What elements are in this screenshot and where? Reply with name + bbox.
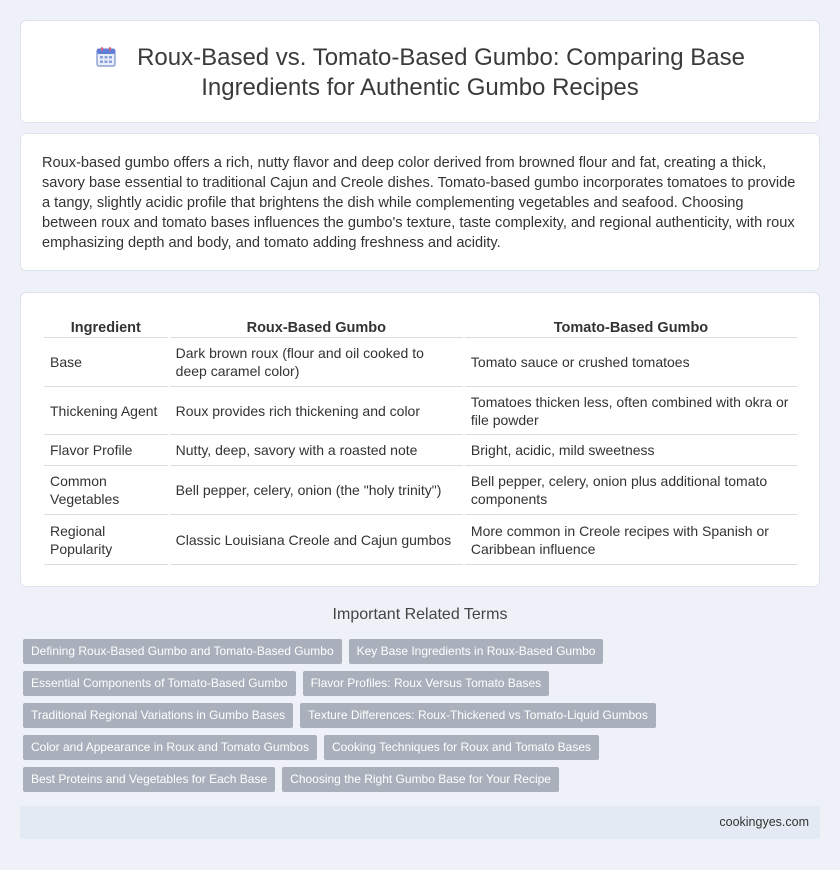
cell-tomato: Tomatoes thicken less, often combined with okra or file powder — [465, 387, 797, 435]
comparison-table — [42, 316, 799, 565]
comparison-table-card — [20, 292, 820, 587]
footer-site-name[interactable]: cookingyes.com — [719, 815, 809, 829]
related-tags-row — [23, 703, 656, 728]
cell-tomato: Bell pepper, celery, onion plus additional tomato components — [465, 466, 797, 515]
table-row — [44, 435, 797, 466]
intro-card — [20, 133, 820, 271]
cell-ingredient: Base — [44, 338, 168, 387]
calendar-icon — [95, 46, 117, 68]
title-line-2: Ingredients for Authentic Gumbo Recipes — [201, 74, 639, 101]
related-tags-row — [23, 767, 559, 792]
related-tags-row — [23, 639, 603, 664]
related-tag[interactable]: Best Proteins and Vegetables for Each Base — [23, 767, 275, 792]
related-tag[interactable]: Key Base Ingredients in Roux-Based Gumbo — [349, 639, 604, 664]
table-header-row — [44, 316, 797, 338]
title-line-1: Roux-Based vs. Tomato-Based Gumbo: Comparing Base — [137, 44, 745, 71]
related-tag[interactable]: Defining Roux-Based Gumbo and Tomato-Based Gumbo — [23, 639, 342, 664]
cell-tomato: Tomato sauce or crushed tomatoes — [465, 338, 797, 387]
header-ingredient: Ingredient — [44, 316, 168, 338]
related-tag[interactable]: Traditional Regional Variations in Gumbo Bases — [23, 703, 293, 728]
table-row — [44, 387, 797, 435]
related-tag[interactable]: Flavor Profiles: Roux Versus Tomato Bases — [303, 671, 550, 696]
cell-roux: Nutty, deep, savory with a roasted note — [170, 435, 463, 466]
cell-ingredient: Flavor Profile — [44, 435, 168, 466]
related-tags-row — [23, 671, 549, 696]
footer — [20, 806, 820, 839]
table-row — [44, 338, 797, 387]
cell-roux: Roux provides rich thickening and color — [170, 387, 463, 435]
cell-roux: Dark brown roux (flour and oil cooked to deep caramel color) — [170, 338, 463, 387]
cell-ingredient: Thickening Agent — [44, 387, 168, 435]
table-row — [44, 515, 797, 565]
cell-roux: Classic Louisiana Creole and Cajun gumbos — [170, 515, 463, 565]
cell-tomato: Bright, acidic, mild sweetness — [465, 435, 797, 466]
related-tag[interactable]: Essential Components of Tomato-Based Gumbo — [23, 671, 296, 696]
cell-tomato: More common in Creole recipes with Spanish or Caribbean influence — [465, 515, 797, 565]
intro-paragraph: Roux-based gumbo offers a rich, nutty flavor and deep color derived from browned flour and fat, creating a thick, savory base essential to traditional Cajun and Creole dishes. Tomato-based gumbo incorporates tomatoes to provide a tangy, slightly acidic profile that brightens the dish while complementing vegetables and seafood. Choosing between roux and tomato bases influences the gumbo's texture, taste complexity, and regional authenticity, with roux emphasizing depth and body, and tomato adding freshness and acidity. — [42, 155, 796, 251]
header-roux: Roux-Based Gumbo — [170, 316, 463, 338]
header-card — [20, 20, 820, 123]
cell-ingredient: Regional Popularity — [44, 515, 168, 565]
page-title — [21, 43, 819, 103]
cell-ingredient: Common Vegetables — [44, 466, 168, 515]
related-tag[interactable]: Cooking Techniques for Roux and Tomato Bases — [324, 735, 599, 760]
related-terms-heading: Important Related Terms — [332, 606, 508, 623]
related-tags-row — [23, 735, 599, 760]
related-tag[interactable]: Texture Differences: Roux-Thickened vs Tomato-Liquid Gumbos — [300, 703, 656, 728]
table-row — [44, 466, 797, 515]
related-tag[interactable]: Color and Appearance in Roux and Tomato Gumbos — [23, 735, 317, 760]
related-tag[interactable]: Choosing the Right Gumbo Base for Your Recipe — [282, 767, 559, 792]
header-tomato: Tomato-Based Gumbo — [465, 316, 797, 338]
cell-roux: Bell pepper, celery, onion (the "holy trinity") — [170, 466, 463, 515]
